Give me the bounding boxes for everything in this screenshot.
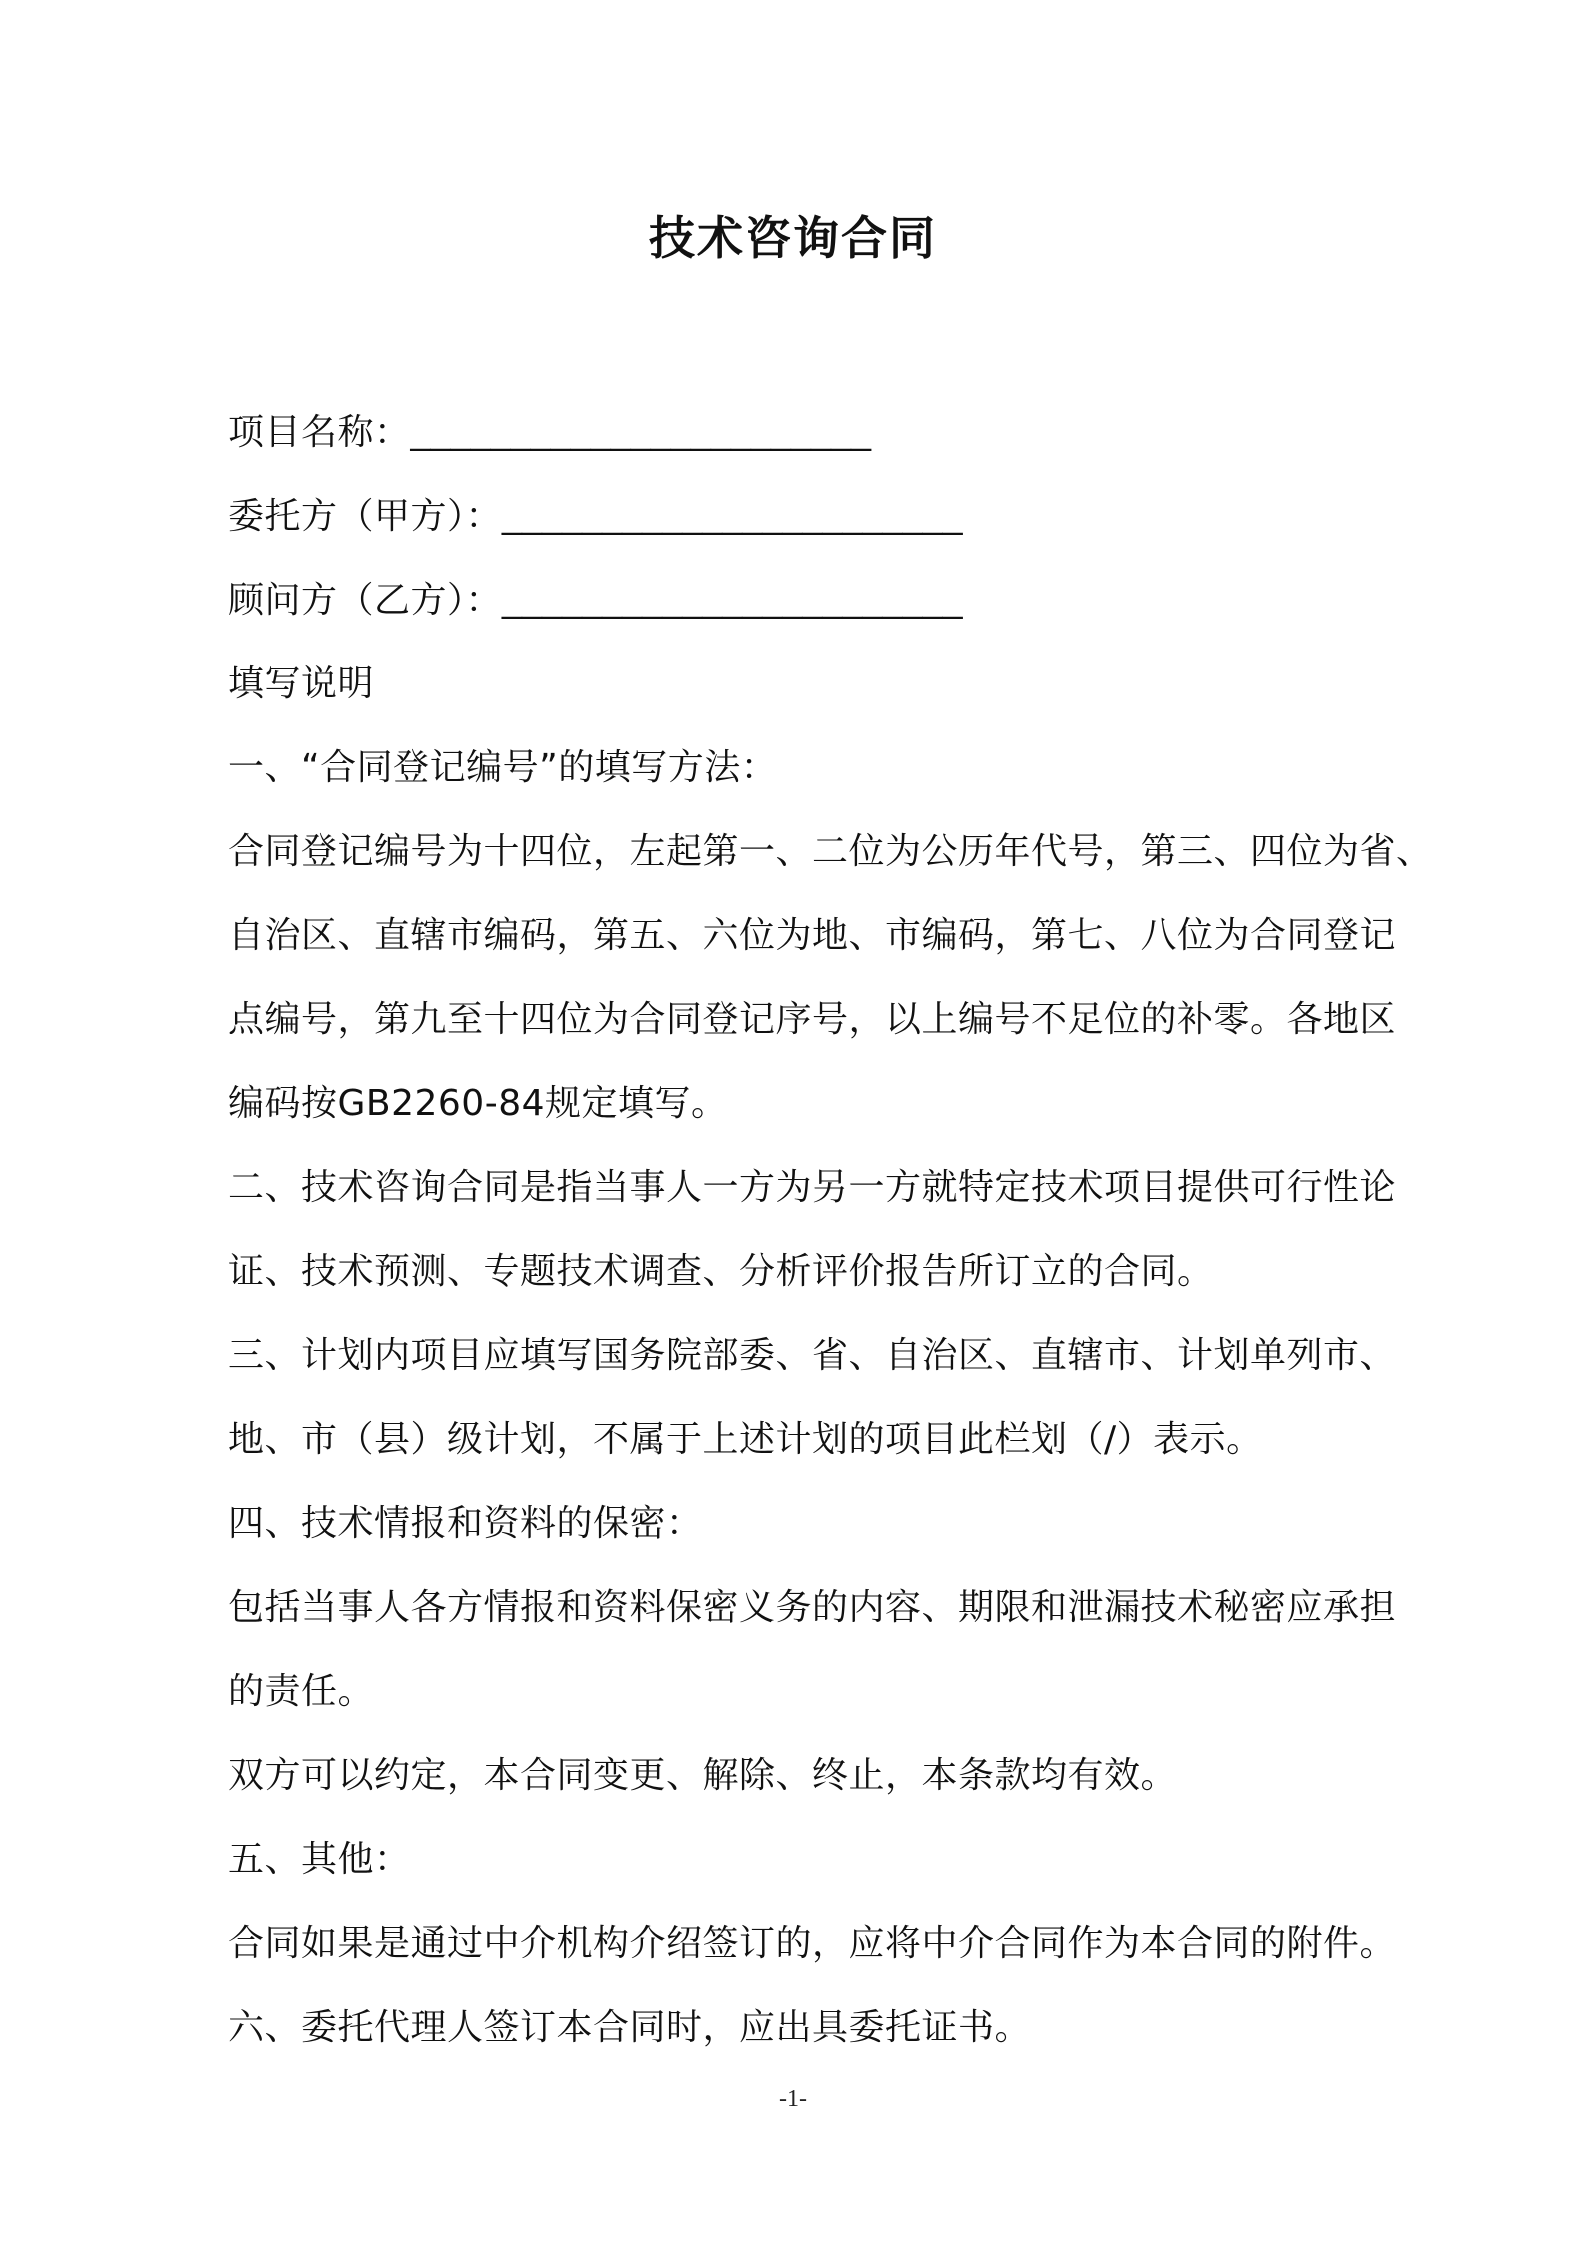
instruction-line: 编码按GB2260-84规定填写。 — [228, 1083, 728, 1124]
instruction-line: 二、技术咨询合同是指当事人一方为另一方就特定技术项目提供可行性论 — [228, 1167, 1397, 1208]
instruction-line: 点编号，第九至十四位为合同登记序号，以上编号不足位的补零。各地区 — [228, 999, 1397, 1040]
client-blank: _______________________ — [502, 495, 963, 536]
instructions-heading: 填写说明 — [228, 663, 375, 704]
instruction-line: 合同如果是通过中介机构介绍签订的，应将中介合同作为本合同的附件。 — [228, 1923, 1397, 1964]
instruction-line: 一、“合同登记编号”的填写方法： — [228, 747, 778, 788]
instruction-line: 双方可以约定，本合同变更、解除、终止，本条款均有效。 — [228, 1755, 1178, 1796]
project-name-field — [228, 408, 1428, 457]
instruction-line: 的责任。 — [228, 1671, 375, 1712]
instruction-line: 合同登记编号为十四位，左起第一、二位为公历年代号，第三、四位为省、 — [228, 831, 1433, 872]
project-name-label: 项目名称： — [228, 412, 411, 453]
consultant-field — [228, 576, 1428, 625]
document-title: 技术咨询合同 — [649, 211, 937, 265]
instruction-line: 六、委托代理人签订本合同时，应出具委托证书。 — [228, 2007, 1032, 2048]
project-name-blank: _______________________ — [410, 411, 872, 452]
page-number: -1- — [779, 2086, 807, 2112]
instruction-line: 自治区、直辖市编码，第五、六位为地、市编码，第七、八位为合同登记 — [228, 915, 1397, 956]
consultant-blank: _______________________ — [502, 579, 963, 620]
instruction-line: 证、技术预测、专题技术调查、分析评价报告所订立的合同。 — [228, 1251, 1214, 1292]
instruction-line: 地、市（县）级计划，不属于上述计划的项目此栏划（/）表示。 — [228, 1419, 1263, 1460]
instruction-line: 三、计划内项目应填写国务院部委、省、自治区、直辖市、计划单列市、 — [228, 1335, 1397, 1376]
instruction-line: 五、其他： — [228, 1839, 411, 1880]
client-field — [228, 492, 1428, 541]
consultant-label: 顾问方（乙方）： — [228, 580, 503, 621]
instruction-line: 包括当事人各方情报和资料保密义务的内容、期限和泄漏技术秘密应承担 — [228, 1587, 1397, 1628]
client-label: 委托方（甲方）： — [228, 496, 503, 537]
instruction-line: 四、技术情报和资料的保密： — [228, 1503, 703, 1544]
